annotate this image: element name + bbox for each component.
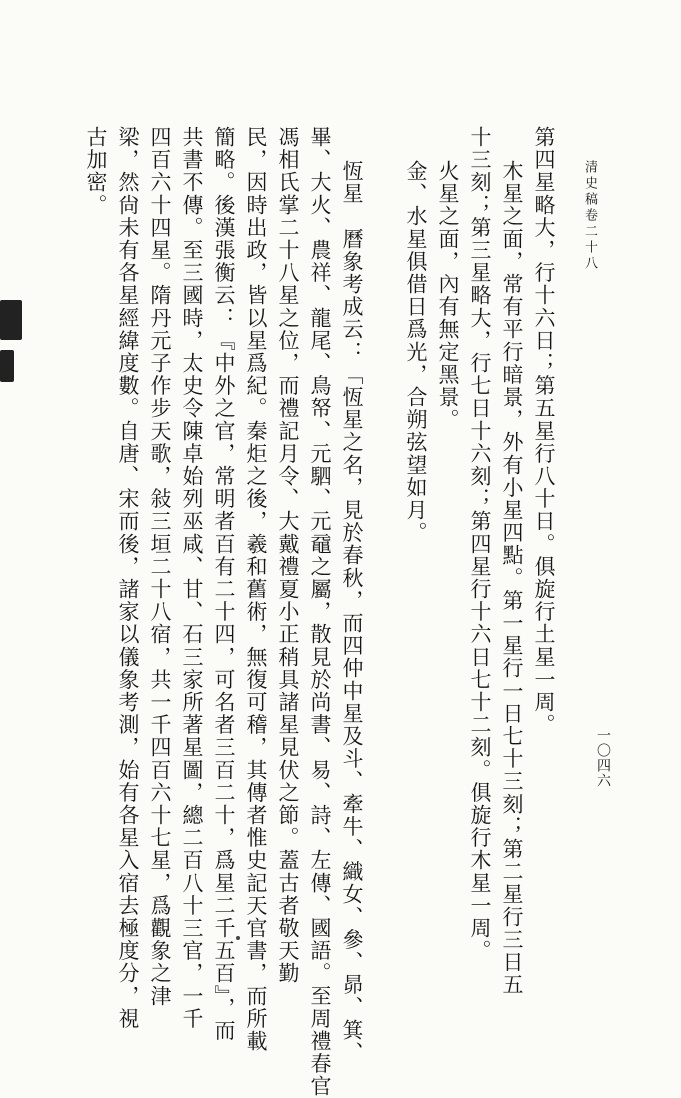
text-column-11: 共書不傳。至三國時，太史令陳卓始列巫咸、甘、石三家所著星圖，總二百八十三官，一千 xyxy=(180,126,204,1030)
text-column-5: 金、水星俱借日爲光，合朔弦望如月。 xyxy=(404,160,428,545)
text-column-7: 畢、大火、農祥、龍尾、鳥帑、元駟、元黿之屬，散見於尚書、易、詩、左傳、國語。至周禮春官 xyxy=(308,126,332,1098)
text-column-10: 簡略。後漢張衡云：『中外之官，常明者百有二十四，可名者三百二十，爲星二千五百』，而 xyxy=(212,126,236,1043)
print-speck xyxy=(236,936,240,940)
text-column-1: 第四星略大，行十六日；第五星行八十日。俱旋行土星一周。 xyxy=(532,126,556,737)
text-column-14: 古加密。 xyxy=(84,126,108,217)
text-column-9: 民，因時出政，皆以星爲紀。秦炬之後，羲和舊術，無復可稽，其傳者惟史記天官書，而所載 xyxy=(244,126,268,1053)
text-column-8: 馮相氏掌二十八星之位，而禮記月令、大戴禮夏小正稍具諸星見伏之節。蓋古者敬天勤 xyxy=(276,126,300,985)
text-column-4: 火星之面，內有無定黑景。 xyxy=(436,160,460,432)
binding-shadow xyxy=(0,350,14,382)
text-column-12: 四百六十四星。隋丹元子作步天歌，敍三垣二十八宿，共一千四百六十七星，爲觀象之津 xyxy=(148,126,172,1008)
text-column-3: 十三刻；第三星略大，行七日十六刻；第四星行十六日七十二刻。俱旋行木星一周。 xyxy=(468,126,492,963)
page-number: 一〇四六 xyxy=(595,728,611,788)
binding-shadow xyxy=(0,300,22,340)
running-header-title: 清史稿卷二十八 xyxy=(582,160,597,272)
text-column-2: 木星之面，常有平行暗景，外有小星四點。第一星行一日七十三刻；第二星行三日五 xyxy=(500,160,524,997)
text-column-13: 梁，然尙未有各星經緯度數。自唐、宋而後，諸家以儀象考測，始有各星入宿去極度分，視 xyxy=(116,126,140,1030)
text-column-6: 恆星 曆象考成云：「恆星之名，見於春秋，而四仲中星及斗、牽牛、織女、參、昴、箕、 xyxy=(340,160,364,1064)
